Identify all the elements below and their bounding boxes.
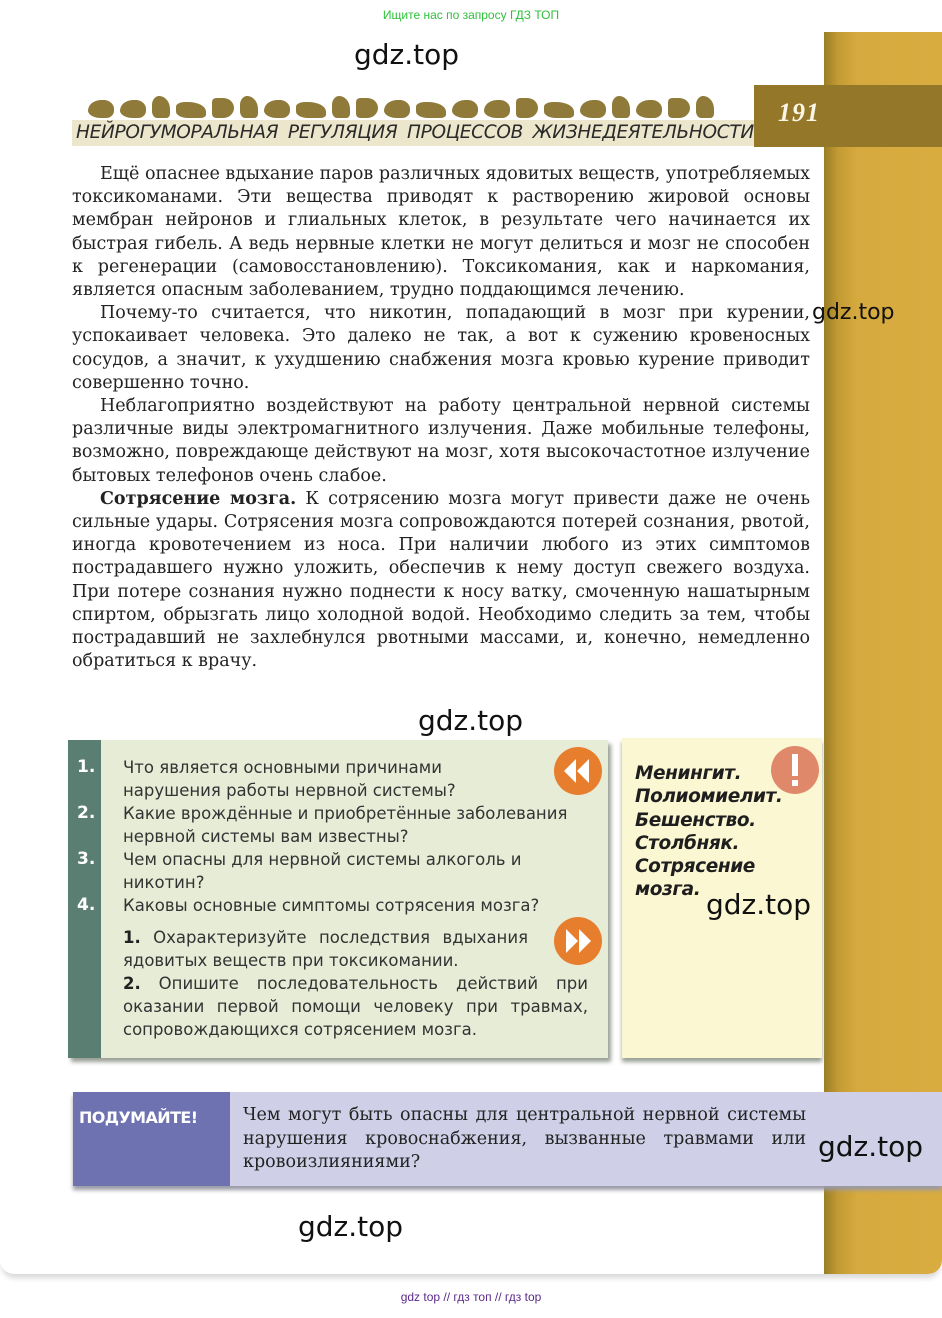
fast-forward-icon bbox=[554, 917, 602, 965]
disease-item: мозга. bbox=[635, 879, 701, 901]
task-item: 2. Опишите последовательность действий при оказании первой помощи человеку при травмах, сопровождающихся сотрясением мозга. bbox=[123, 974, 588, 1039]
question-item: 4. Каковы основные симптомы сотрясения мозга? bbox=[77, 895, 540, 915]
review-questions-box bbox=[68, 740, 608, 1058]
watermark: gdz.top bbox=[706, 888, 812, 921]
task-list bbox=[123, 926, 588, 1041]
page-number: 191 bbox=[778, 98, 820, 127]
footer-links[interactable]: gdz top // гдз топ // гдз top bbox=[400, 1290, 542, 1304]
paragraph: Почему-то считается, что никотин, попадающий в мозг при курении, успокаивает человека. Это далеко не так, а вот к сужению кровеносных сосудов, а значит, к ухудшению снабжения мозга кровью курение приводит совершенно точно. bbox=[72, 303, 810, 393]
task-item: 1. Охарактеризуйте последствия вдыхания ядовитых веществ при токсикомании. bbox=[123, 928, 528, 970]
main-text bbox=[72, 163, 810, 673]
disease-item: Менингит. bbox=[635, 763, 742, 784]
top-banner[interactable]: Ищите нас по запросу ГДЗ ТОП bbox=[382, 8, 560, 22]
textbook-page bbox=[0, 32, 942, 1274]
paragraph: Неблагоприятно воздействуют на работу центральной нервной системы различные виды электромагнитного излучения. Даже мобильные телефоны, возможно, повреждающе действуют на мозг, хотя высокочастотное излучение бытовых телефонов очень слабое. bbox=[72, 396, 810, 486]
question-item: 1. Что является основными причинами нарушения работы нервной системы? bbox=[77, 757, 456, 800]
watermark: gdz.top bbox=[298, 1210, 404, 1243]
gold-edge-band bbox=[824, 32, 942, 1274]
think-box bbox=[73, 1092, 942, 1186]
question-list bbox=[68, 756, 608, 917]
disease-item: Сотрясение bbox=[635, 856, 755, 878]
diseases-list bbox=[635, 762, 783, 902]
paragraph: Ещё опаснее вдыхание паров различных ядовитых веществ, употребляемых токсикоманами. Эти вещества приводят к растворению жировой основы мембран нейронов и глиальных клеток, в результате чего начинается их быстрая гибель. А ведь нервные клетки не могут делиться и мозг не способен к регенерации (самовосстановлению). Токсикомания, как и наркомания, является опасным заболеванием, трудно поддающимся лечению. bbox=[72, 164, 810, 301]
question-item: 2. Какие врождённые и приобретённые заболевания нервной системы вам известны? bbox=[77, 803, 568, 846]
disease-item: Столбняк. bbox=[635, 832, 740, 854]
disease-item: Бешенство. bbox=[635, 809, 756, 831]
think-question: Чем могут быть опасны для центральной нервной системы нарушения кровоснабжения, вызванные травмами или кровоизлияниями? bbox=[243, 1105, 806, 1172]
watermark: gdz.top bbox=[812, 300, 895, 325]
question-item: 3. Чем опасны для нервной системы алкоголь и никотин? bbox=[77, 849, 522, 892]
think-label: ПОДУМАЙТЕ! bbox=[79, 1108, 198, 1127]
watermark: gdz.top bbox=[418, 704, 524, 737]
animal-silhouettes-icon bbox=[88, 88, 738, 118]
watermark: gdz.top bbox=[354, 38, 460, 71]
paragraph: Сотрясение мозга. К сотрясению мозга могут привести даже не очень сильные удары. Сотрясения мозга сопровождаются потерей сознания, рвотой, иногда кровотечением из носа. При наличии любого из этих симптомов пострадавшего нужно уложить, обеспечив к нему доступ свежего воздуха. При потере сознания нужно поднести к носу ватку, смоченную нашатырным спиртом, обрызгать лицо холодной водой. Необходимо следить за тем, чтобы пострадавший не захлебнулся рвотными массами, и, конечно, немедленно обратиться к врачу. bbox=[72, 488, 810, 672]
disease-item: Полиомиелит. bbox=[635, 786, 783, 808]
paragraph-heading: Сотрясение мозга. bbox=[100, 488, 297, 509]
watermark: gdz.top bbox=[818, 1130, 924, 1163]
rewind-icon bbox=[554, 747, 602, 795]
chapter-title: НЕЙРОГУМОРАЛЬНАЯ РЕГУЛЯЦИЯ ПРОЦЕССОВ ЖИЗНЕДЕЯТЕЛЬНОСТИ bbox=[76, 122, 754, 143]
think-label-box bbox=[73, 1092, 230, 1186]
